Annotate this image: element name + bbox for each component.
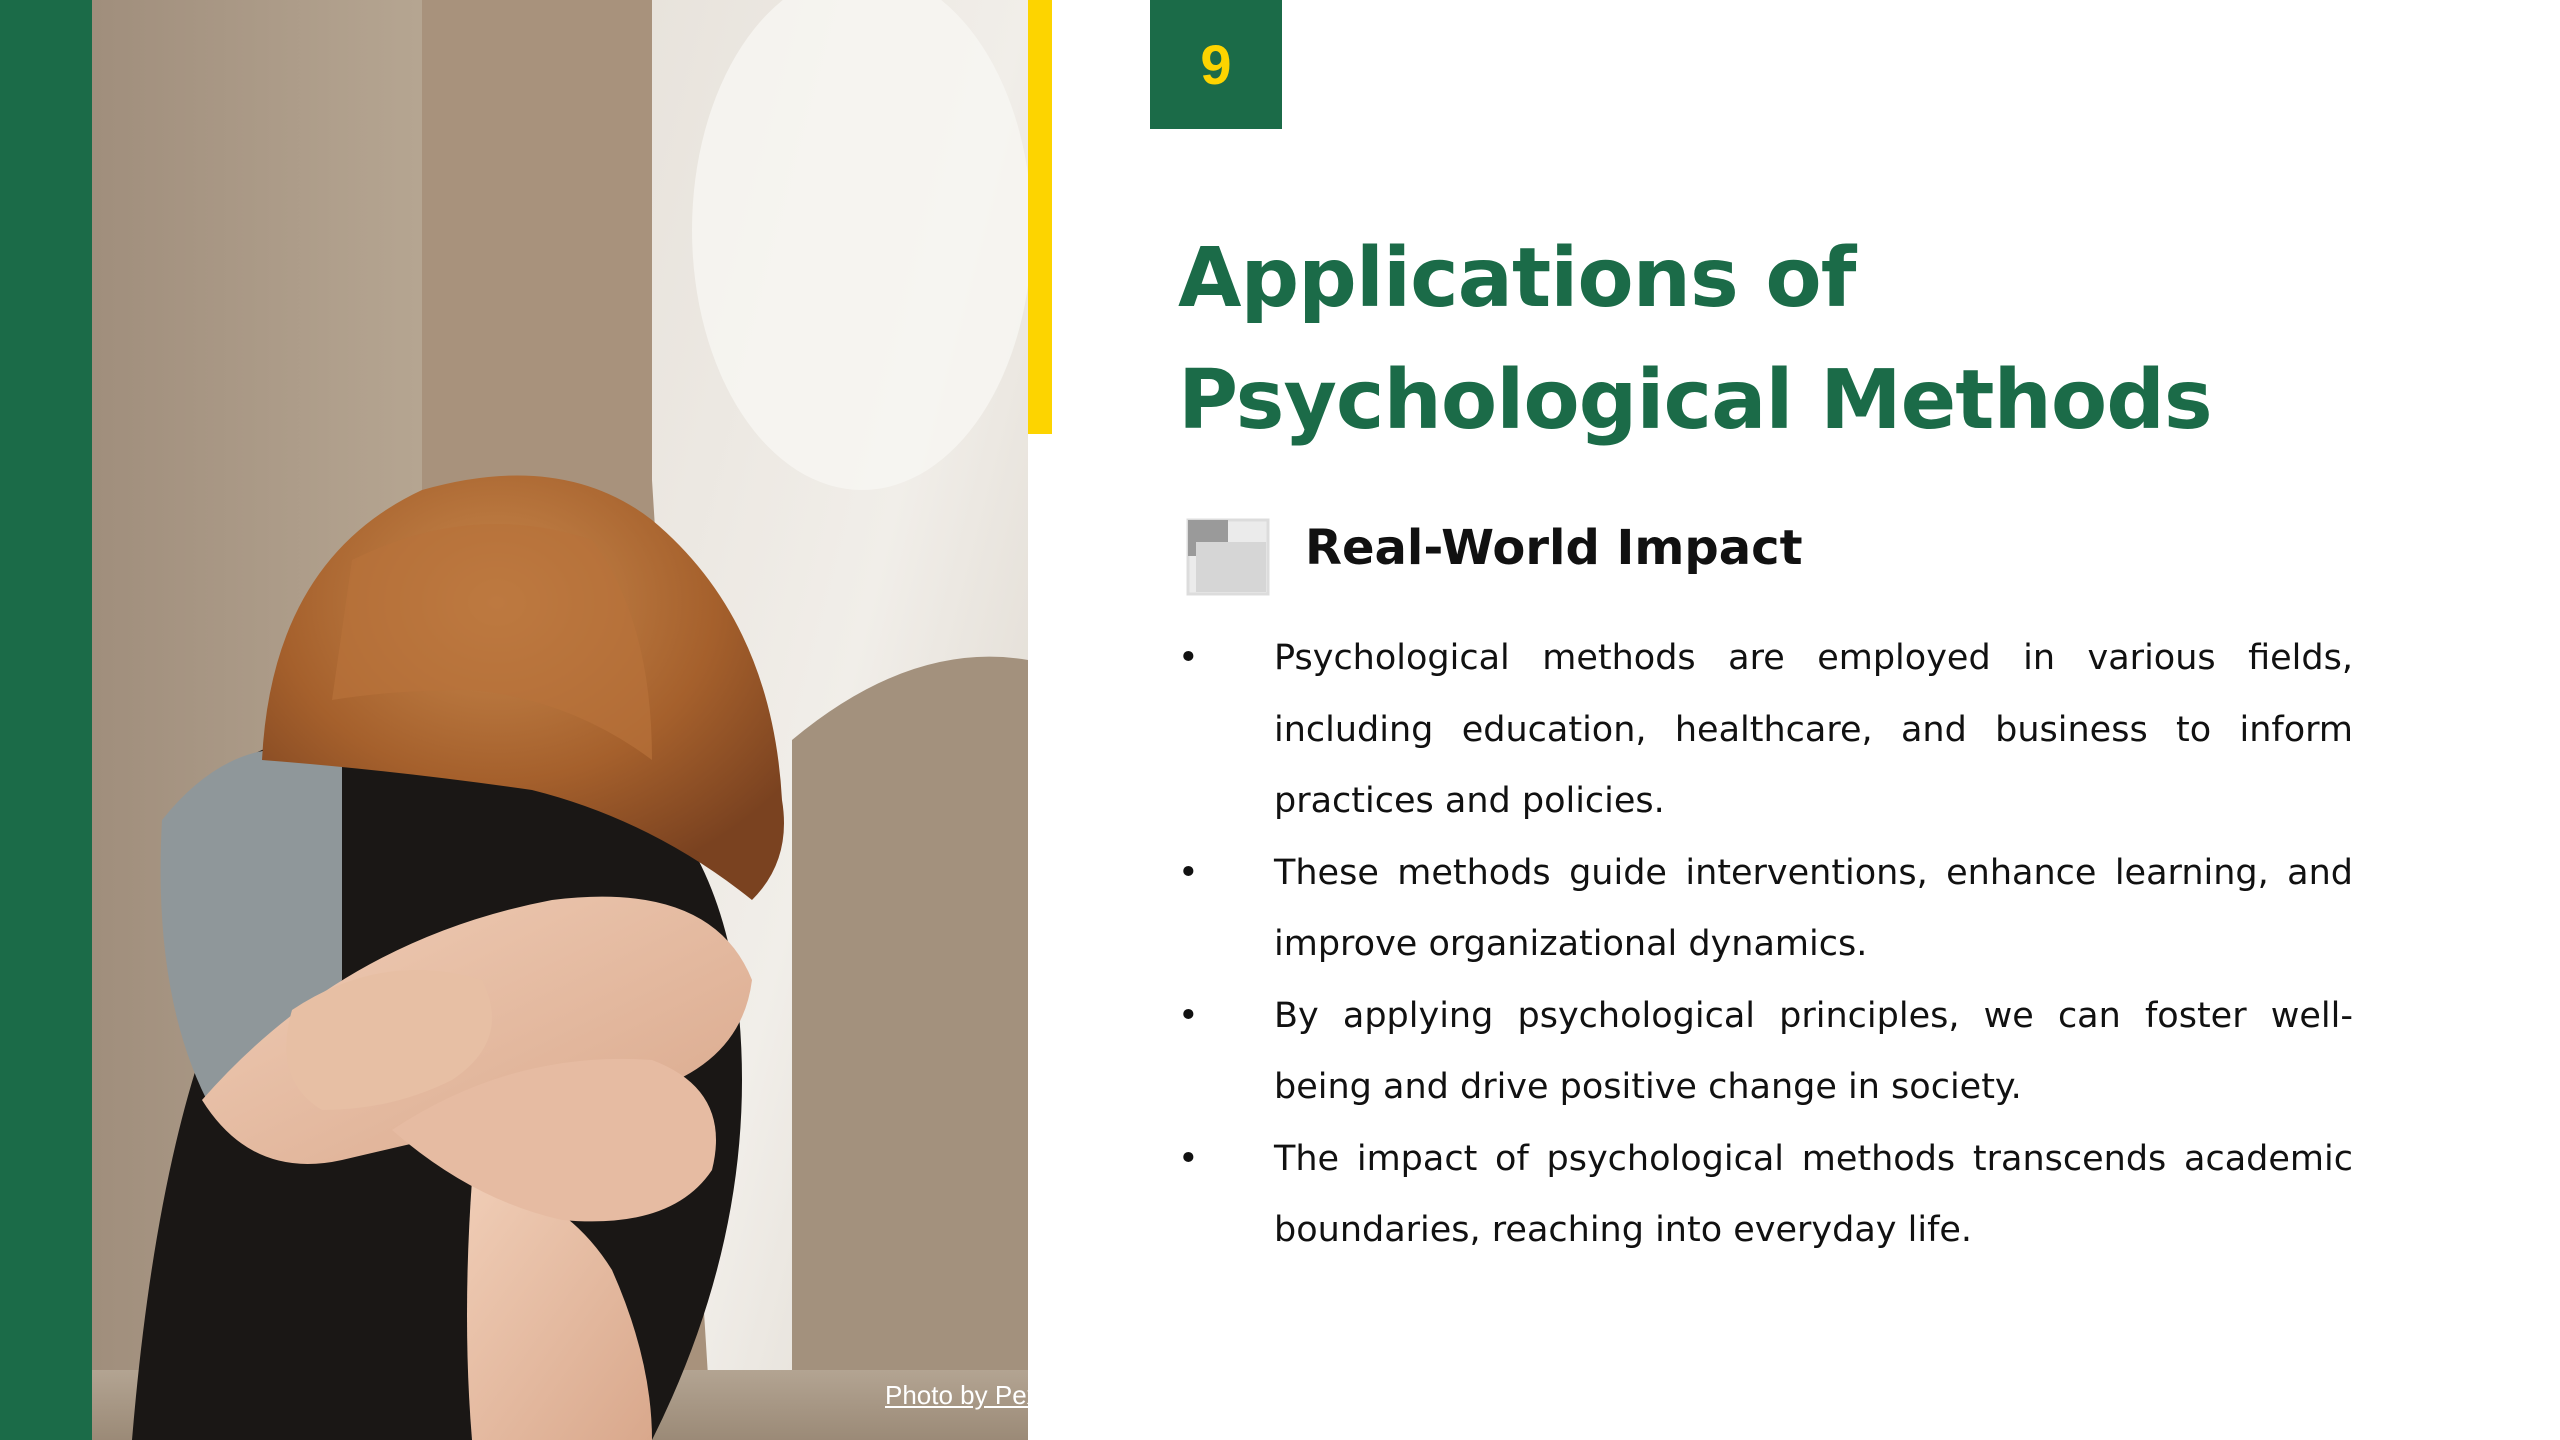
bullet-text: By applying psychological principles, we can foster well-being and drive positive change in society. bbox=[1274, 995, 2353, 1107]
list-item bbox=[1178, 1124, 2353, 1267]
yellow-accent-bar bbox=[1028, 0, 1052, 434]
left-green-band bbox=[0, 0, 92, 1440]
slide-title bbox=[1178, 218, 2378, 462]
slide-photo bbox=[92, 0, 1073, 1440]
bullet-list bbox=[1178, 623, 2353, 1267]
bullet-text: Psychological methods are employed in various fields, including education, healthcare, and business to inform practices and policies. bbox=[1274, 638, 2353, 821]
bullet-icon: • bbox=[1178, 1138, 1199, 1179]
photo-credit-link[interactable]: Photo by Pexels bbox=[885, 1380, 1073, 1410]
title-line-2: Psychological Methods bbox=[1178, 353, 2212, 448]
bullet-icon: • bbox=[1178, 852, 1199, 893]
list-item bbox=[1178, 838, 2353, 981]
bullet-icon: • bbox=[1178, 638, 1199, 678]
bullet-text: These methods guide interventions, enhance learning, and improve organizational dynamics. bbox=[1274, 852, 2353, 964]
page-number: 9 bbox=[1200, 33, 1232, 96]
bullet-icon: • bbox=[1178, 995, 1199, 1036]
list-item bbox=[1178, 623, 2353, 838]
section-heading: Real-World Impact bbox=[1305, 520, 1803, 576]
bullet-text: The impact of psychological methods transcends academic boundaries, reaching into everyday life. bbox=[1274, 1138, 2353, 1250]
page-number-badge bbox=[1150, 0, 1282, 129]
placeholder-image-icon bbox=[1186, 518, 1270, 596]
photo-woman-in-corner bbox=[92, 0, 1028, 1440]
list-item bbox=[1178, 981, 2353, 1124]
title-line-1: Applications of bbox=[1178, 231, 1856, 326]
